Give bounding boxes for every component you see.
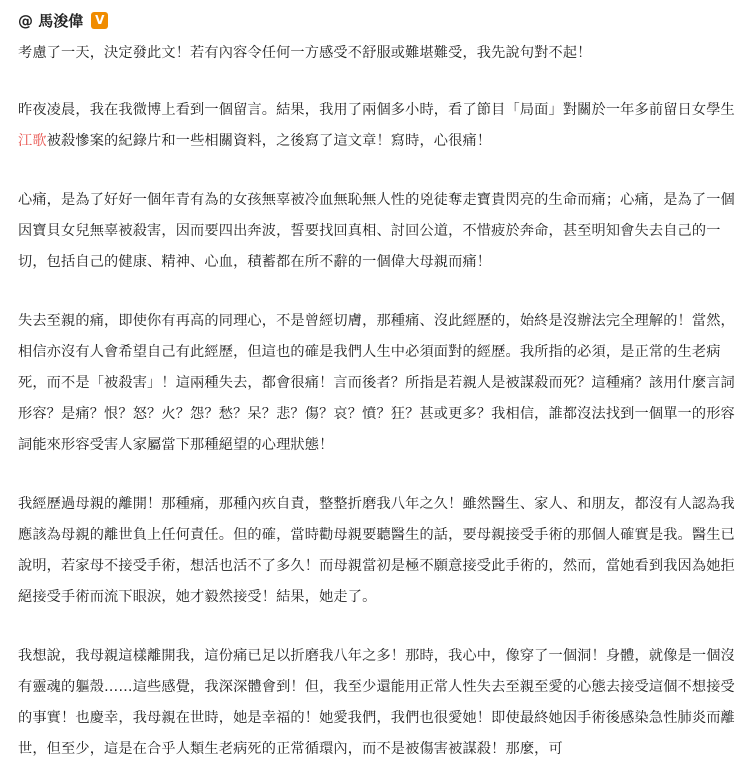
paragraph-2-before: 昨夜凌晨，我在我微博上看到一個留言。結果，我用了兩個多小時，看了節目「局面」對關於一年多前留日女學生 [18,102,735,118]
paragraph-5: 我經歷過母親的離開！那種痛，那種內疚自責，整整折磨我八年之久！雖然醫生、家人、和朋友，都沒有人認為我應該為母親的離世負上任何責任。但的確，當時勸母親要聽醫生的話，要母親接受手術的那個人確實是我。醫生已說明，若家母不接受手術，想活也活不了多久！而母親當初是極不願意接受此手術的，然而，當她看到我因為她拒絕接受手術而流下眼淚，她才毅然接受！結果，她走了。 [18,496,735,605]
paragraph-3: 心痛，是為了好好一個年青有為的女孩無辜被冷血無恥無人性的兇徒奪走寶貴閃亮的生命而痛；心痛，是為了一個因寶貝女兒無辜被殺害，因而要四出奔波，誓要找回真相、討回公道，不惜疲於奔命，甚至明知會失去自己的一切，包括自己的健康、精神、心血，積蓄都在所不辭的一個偉大母親而痛！ [18,192,735,270]
post-body [18,38,737,765]
paragraph-6: 我想說，我母親這樣離開我，這份痛已足以折磨我八年之多！那時，我心中，像穿了一個洞！身體，就像是一個沒有靈魂的軀殼……這些感覺，我深深體會到！但，我至少還能用正常人性失去至親至愛的心態去接受這個不想接受的事實！也慶幸，我母親在世時，她是幸福的！她愛我們，我們也很愛她！即使最終她因手術後感染急性肺炎而離世，但至少，這是在合乎人類生老病死的正常循環內，而不是被傷害被謀殺！那麼，可 [18,648,735,757]
paragraph-2 [18,95,737,157]
paragraph-4: 失去至親的痛，即使你有再高的同理心，不是曾經切膚，那種痛、沒此經歷的，始終是沒辦法完全理解的！當然，相信亦沒有人會希望自己有此經歷，但這也的確是我們人生中必須面對的經歷。我所指的必須，是正常的生老病死，而不是「被殺害」！這兩種失去，都會很痛！言而後者？所指是若親人是被謀殺而死？這種痛？該用什麼言詞形容？是痛？恨？怒？火？怨？愁？呆？悲？傷？哀？憤？狂？甚或更多？我相信，誰都沒法找到一個單一的形容詞能來形容受害人家屬當下那種絕望的心理狀態！ [18,313,735,453]
paragraph-2-after: 被殺慘案的紀錄片和一些相關資料，之後寫了這文章！寫時，心很痛！ [46,133,492,149]
paragraph-1: 考慮了一天，決定發此文！若有內容令任何一方感受不舒服或難堪難受，我先說句對不起！ [18,45,592,61]
author-name[interactable]: @ 馬浚偉 [18,11,84,30]
verified-badge-icon: V [91,12,108,29]
topic-link-jiang-ge[interactable]: 江歌 [18,133,47,149]
post-header [18,8,737,32]
